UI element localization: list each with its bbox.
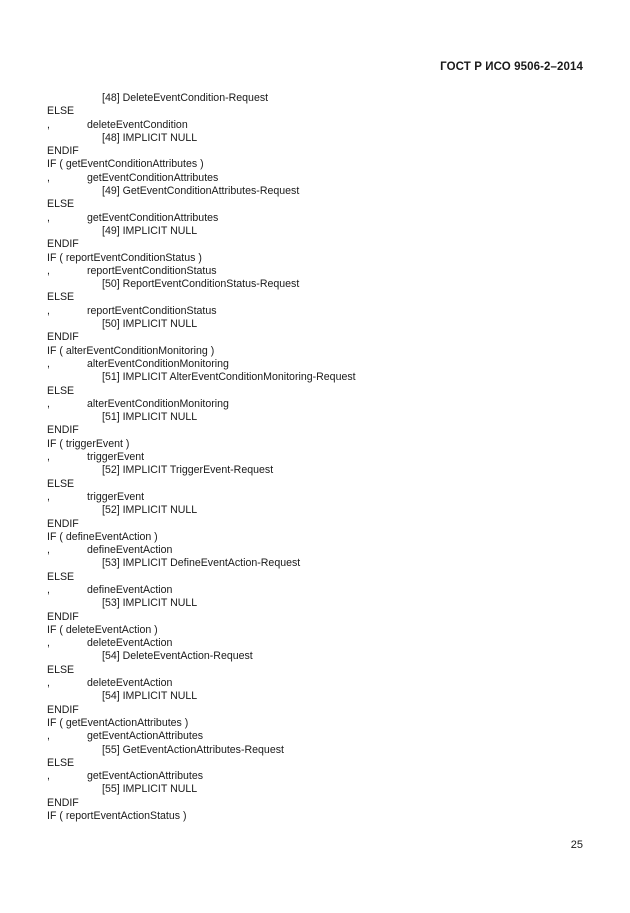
- code-line-text: ELSE: [47, 291, 75, 304]
- code-line: [47, 478, 587, 491]
- code-line: [47, 717, 587, 730]
- code-line: [47, 783, 587, 796]
- code-line-text: ENDIF: [47, 703, 79, 716]
- comma-separator: ,: [47, 583, 50, 596]
- code-line: [47, 238, 587, 251]
- code-line: [47, 371, 587, 384]
- page-number: 25: [570, 839, 583, 851]
- code-line: [47, 664, 587, 677]
- code-line: [47, 185, 587, 198]
- code-line-text: [55] IMPLICIT NULL: [102, 783, 198, 796]
- code-line-text: [48] DeleteEventCondition-Request: [102, 92, 269, 104]
- code-line: [47, 757, 587, 770]
- code-line-text: ELSE: [47, 198, 75, 211]
- code-line-text: [51] IMPLICIT NULL: [102, 411, 198, 424]
- code-line-text: [50] ReportEventConditionStatus-Request: [102, 278, 300, 291]
- code-line: [47, 797, 587, 810]
- code-line-text: [54] IMPLICIT NULL: [102, 690, 198, 703]
- code-line-text: IF ( getEventConditionAttributes ): [47, 158, 204, 171]
- code-line: [47, 278, 587, 291]
- code-line-text: ELSE: [47, 477, 75, 490]
- code-line-text: ENDIF: [47, 331, 79, 344]
- code-line-text: [55] GetEventActionAttributes-Request: [102, 743, 284, 756]
- code-line: [47, 518, 587, 531]
- code-line: [47, 597, 587, 610]
- comma-separator: ,: [47, 451, 50, 464]
- code-line: [47, 690, 587, 703]
- code-line: [47, 198, 587, 211]
- code-line-text: [48] IMPLICIT NULL: [102, 131, 198, 144]
- code-line: [47, 331, 587, 344]
- code-line: [47, 571, 587, 584]
- code-line-text: deleteEventAction: [87, 677, 173, 690]
- code-line: [47, 451, 587, 464]
- code-line-text: [52] IMPLICIT NULL: [102, 504, 198, 517]
- code-line-text: [54] DeleteEventAction-Request: [102, 650, 253, 663]
- code-line: [47, 464, 587, 477]
- comma-separator: ,: [47, 730, 50, 743]
- code-line-text: IF ( reportEventConditionStatus ): [47, 251, 202, 264]
- code-line: [47, 252, 587, 265]
- code-line: [47, 491, 587, 504]
- code-line: [47, 385, 587, 398]
- comma-separator: ,: [47, 677, 50, 690]
- code-line: [47, 145, 587, 158]
- comma-separator: ,: [47, 264, 50, 277]
- code-line: [47, 424, 587, 437]
- code-line-text: [50] IMPLICIT NULL: [102, 318, 198, 331]
- code-line: [47, 810, 587, 823]
- code-line: [47, 637, 587, 650]
- code-line: [47, 730, 587, 743]
- code-line-text: alterEventConditionMonitoring: [87, 397, 229, 410]
- code-line: [47, 544, 587, 557]
- code-line: [47, 225, 587, 238]
- code-line-text: ELSE: [47, 384, 75, 397]
- code-line: [47, 158, 587, 171]
- code-line: [47, 212, 587, 225]
- comma-separator: ,: [47, 304, 50, 317]
- code-line: [47, 172, 587, 185]
- code-line-text: ENDIF: [47, 424, 79, 437]
- code-line-text: IF ( deleteEventAction ): [47, 623, 158, 636]
- code-line: [47, 305, 587, 318]
- comma-separator: ,: [47, 637, 50, 650]
- code-line: [47, 265, 587, 278]
- code-line: [47, 584, 587, 597]
- code-line-text: ENDIF: [47, 610, 79, 623]
- code-line-text: alterEventConditionMonitoring: [87, 357, 229, 370]
- code-line-text: IF ( getEventActionAttributes ): [47, 716, 189, 729]
- code-line-text: triggerEvent: [87, 451, 145, 464]
- comma-separator: ,: [47, 357, 50, 370]
- code-line: [47, 105, 587, 118]
- code-line-text: ENDIF: [47, 517, 79, 530]
- code-line-text: triggerEvent: [87, 490, 145, 503]
- comma-separator: ,: [47, 171, 50, 184]
- code-line-text: ENDIF: [47, 238, 79, 251]
- code-line-text: [53] IMPLICIT DefineEventAction-Request: [102, 557, 301, 570]
- code-line-text: getEventConditionAttributes: [87, 211, 219, 224]
- code-line-text: deleteEventAction: [87, 637, 173, 650]
- code-line-text: [52] IMPLICIT TriggerEvent-Request: [102, 464, 274, 477]
- code-line: [47, 770, 587, 783]
- code-line-text: IF ( alterEventConditionMonitoring ): [47, 344, 215, 357]
- document-header-standard: ГОСТ Р ИСО 9506-2–2014: [440, 61, 583, 73]
- code-line: [47, 358, 587, 371]
- code-line-text: [53] IMPLICIT NULL: [102, 597, 198, 610]
- code-line-text: getEventActionAttributes: [87, 730, 204, 743]
- code-line: [47, 704, 587, 717]
- code-line: [47, 92, 587, 105]
- code-line: [47, 119, 587, 132]
- comma-separator: ,: [47, 211, 50, 224]
- code-line: [47, 291, 587, 304]
- code-line: [47, 611, 587, 624]
- comma-separator: ,: [47, 544, 50, 557]
- code-line-text: reportEventConditionStatus: [87, 264, 217, 277]
- code-line: [47, 531, 587, 544]
- code-line-text: [49] GetEventConditionAttributes-Request: [102, 185, 300, 198]
- code-line: [47, 504, 587, 517]
- code-line-text: ELSE: [47, 105, 75, 118]
- comma-separator: ,: [47, 118, 50, 131]
- code-line: [47, 650, 587, 663]
- code-line: [47, 411, 587, 424]
- comma-separator: ,: [47, 490, 50, 503]
- code-line: [47, 318, 587, 331]
- code-line-text: [51] IMPLICIT AlterEventConditionMonitoring-Request: [102, 371, 356, 384]
- code-line-text: ELSE: [47, 570, 75, 583]
- code-line-text: getEventActionAttributes: [87, 770, 204, 783]
- code-line-text: defineEventAction: [87, 583, 173, 596]
- code-line-text: getEventConditionAttributes: [87, 171, 219, 184]
- code-line-text: ENDIF: [47, 145, 79, 158]
- code-line: [47, 398, 587, 411]
- code-line: [47, 132, 587, 145]
- code-line-text: reportEventConditionStatus: [87, 304, 217, 317]
- code-line: [47, 677, 587, 690]
- code-line: [47, 624, 587, 637]
- code-line-text: ELSE: [47, 663, 75, 676]
- code-line: [47, 744, 587, 757]
- code-line-text: ELSE: [47, 756, 75, 769]
- code-line: [47, 438, 587, 451]
- code-line: [47, 345, 587, 358]
- code-line-text: IF ( reportEventActionStatus ): [47, 810, 187, 823]
- code-line-text: IF ( defineEventAction ): [47, 530, 158, 543]
- code-line-text: [49] IMPLICIT NULL: [102, 224, 198, 237]
- code-line-text: defineEventAction: [87, 544, 173, 557]
- comma-separator: ,: [47, 397, 50, 410]
- code-line: [47, 557, 587, 570]
- comma-separator: ,: [47, 770, 50, 783]
- code-line-text: IF ( triggerEvent ): [47, 437, 130, 450]
- asn1-code-block: [47, 92, 587, 823]
- code-line-text: deleteEventCondition: [87, 118, 188, 131]
- code-line-text: ENDIF: [47, 796, 79, 809]
